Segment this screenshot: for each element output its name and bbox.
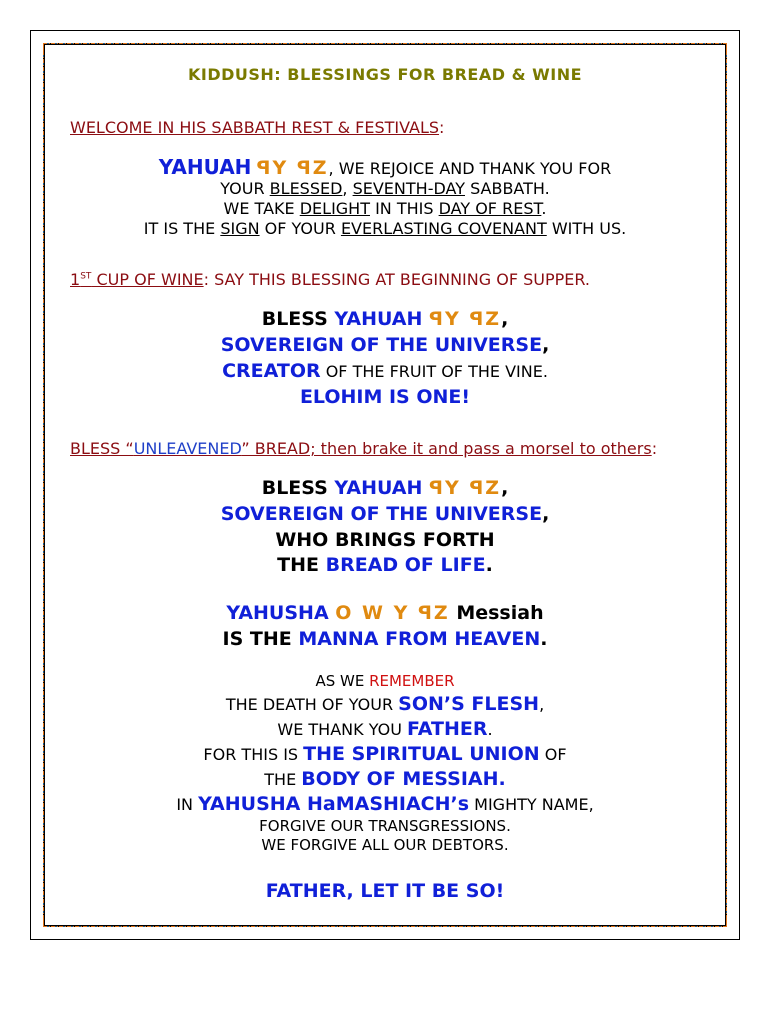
cup-number: 1: [70, 270, 81, 289]
sons-flesh: SON’S FLESH: [398, 693, 540, 715]
bread-period: .: [485, 554, 493, 576]
section-heading-sabbath: [70, 118, 710, 137]
wine-sovereign-comma: ,: [542, 334, 550, 356]
bread-of-life-line: [45, 554, 725, 576]
cup-ordinal: ST: [80, 271, 92, 282]
father-period: .: [487, 720, 493, 739]
paleo-yahusha: O W Y ꟼZ: [335, 602, 450, 624]
wine-sovereign-line: [45, 334, 725, 356]
wine-name-yahuah: YAHUAH: [334, 308, 423, 330]
sabbath-heading-colon: :: [439, 118, 445, 137]
death-line: [45, 693, 725, 715]
for-this-is: FOR THIS IS: [203, 745, 304, 764]
word-in: IN: [176, 795, 199, 814]
remember-line: [45, 672, 725, 690]
bread-bless-comma: ,: [501, 477, 509, 499]
bread-name-yahuah: YAHUAH: [334, 477, 423, 499]
manna-from-heaven: MANNA FROM HEAVEN: [298, 628, 541, 650]
body-of-messiah: BODY OF MESSIAH.: [301, 768, 506, 790]
who-brings-forth: WHO BRINGS FORTH: [275, 529, 495, 551]
body-of-messiah-line: [45, 768, 725, 790]
bread-heading-bless: BLESS “: [70, 439, 134, 458]
forgive-transgressions: FORGIVE OUR TRANSGRESSIONS.: [259, 817, 511, 835]
word-seventh-day: SEVENTH-DAY: [352, 179, 465, 198]
bread-sovereign-comma: ,: [542, 503, 550, 525]
wine-bless-word: BLESS: [261, 308, 335, 330]
yahusha-hamashiach: YAHUSHA HaMASHIACH’s: [198, 793, 470, 815]
yahusha-messiah-line: [45, 602, 725, 624]
death-of-your: THE DEATH OF YOUR: [225, 695, 399, 714]
as-we: AS WE: [315, 672, 370, 690]
word-delight: DELIGHT: [299, 199, 370, 218]
bread-of-life: BREAD OF LIFE: [325, 554, 486, 576]
cup-of-wine-label: [70, 270, 204, 289]
sabbath-line-4: [45, 219, 725, 238]
bread-heading-text: [70, 439, 652, 458]
bread-sovereign-line: [45, 503, 725, 525]
thank-father-line: [45, 718, 725, 740]
word-everlasting-covenant: EVERLASTING COVENANT: [340, 219, 547, 238]
wine-creator-line: [45, 360, 725, 382]
sabbath-line-2-a: YOUR: [220, 179, 270, 198]
bread-sovereign: SOVEREIGN OF THE UNIVERSE: [220, 503, 543, 525]
sabbath-line-3-b: IN THIS: [369, 199, 439, 218]
word-sign: SIGN: [220, 219, 260, 238]
sabbath-line-4-end: WITH US.: [546, 219, 627, 238]
bread-heading-colon: :: [651, 439, 658, 458]
sabbath-line-2-end: SABBATH.: [464, 179, 550, 198]
sabbath-line-1: [45, 155, 725, 179]
word-unleavened: UNLEAVENED: [133, 439, 242, 458]
cup-of-wine-text: CUP OF WINE: [91, 270, 204, 289]
manna-is-the: IS THE: [222, 628, 299, 650]
wine-sovereign: SOVEREIGN OF THE UNIVERSE: [220, 334, 543, 356]
wine-bless-comma: ,: [501, 308, 509, 330]
paleo-yahuah-3: ꟼY ꟼZ: [429, 477, 502, 499]
body-the: THE: [264, 770, 302, 789]
word-messiah: Messiah: [449, 602, 544, 624]
name-yahusha: YAHUSHA: [226, 602, 329, 624]
word-blessed: BLESSED: [269, 179, 343, 198]
sabbath-line-4-a: IT IS THE: [143, 219, 221, 238]
paleo-yahuah-2: ꟼY ꟼZ: [429, 308, 502, 330]
mighty-name: MIGHTY NAME,: [469, 795, 594, 814]
wine-instruction: : SAY THIS BLESSING AT BEGINNING OF SUPPER.: [203, 270, 591, 289]
word-remember: REMEMBER: [369, 672, 455, 690]
sons-flesh-comma: ,: [539, 695, 545, 714]
page-title: KIDDUSH: BLESSINGS FOR BREAD & WINE: [187, 65, 583, 84]
section-heading-bread: [70, 439, 710, 458]
word-creator: CREATOR: [222, 360, 321, 382]
sabbath-line-3-a: WE TAKE: [223, 199, 300, 218]
sabbath-line-2-comma: ,: [342, 179, 353, 198]
union-of: OF: [539, 745, 567, 764]
manna-period: .: [540, 628, 548, 650]
bread-the: THE: [277, 554, 326, 576]
forgive-debtors: WE FORGIVE ALL OUR DEBTORS.: [261, 836, 509, 854]
sabbath-line-4-b: OF YOUR: [259, 219, 341, 238]
we-thank-you: WE THANK YOU: [277, 720, 407, 739]
spiritual-union: THE SPIRITUAL UNION: [303, 743, 540, 765]
paleo-yahuah-1: ꟼY ꟼZ: [256, 157, 329, 179]
manna-line: [45, 628, 725, 650]
sabbath-heading-text: WELCOME IN HIS SABBATH REST & FESTIVALS: [70, 118, 440, 137]
sabbath-line-1-text: , WE REJOICE AND THANK YOU FOR: [328, 159, 612, 178]
bread-bless-line: [45, 477, 725, 499]
closing-prayer: FATHER, LET IT BE SO!: [265, 880, 505, 902]
section-heading-wine: [70, 270, 710, 289]
sabbath-line-3: [45, 199, 725, 218]
bread-bless-word: BLESS: [261, 477, 335, 499]
mighty-name-line: [45, 793, 725, 815]
name-yahuah: YAHUAH: [158, 155, 252, 179]
word-day-of-rest: DAY OF REST: [438, 199, 542, 218]
wine-bless-line: [45, 308, 725, 330]
bread-heading-rest: ” BREAD; then brake it and pass a morsel to others: [241, 439, 652, 458]
word-father: FATHER: [407, 718, 488, 740]
elohim-is-one: ELOHIM IS ONE!: [299, 386, 471, 408]
spiritual-union-line: [45, 743, 725, 765]
fruit-of-vine: OF THE FRUIT OF THE VINE.: [320, 362, 548, 381]
sabbath-line-2: [45, 179, 725, 198]
sabbath-line-3-end: .: [541, 199, 547, 218]
